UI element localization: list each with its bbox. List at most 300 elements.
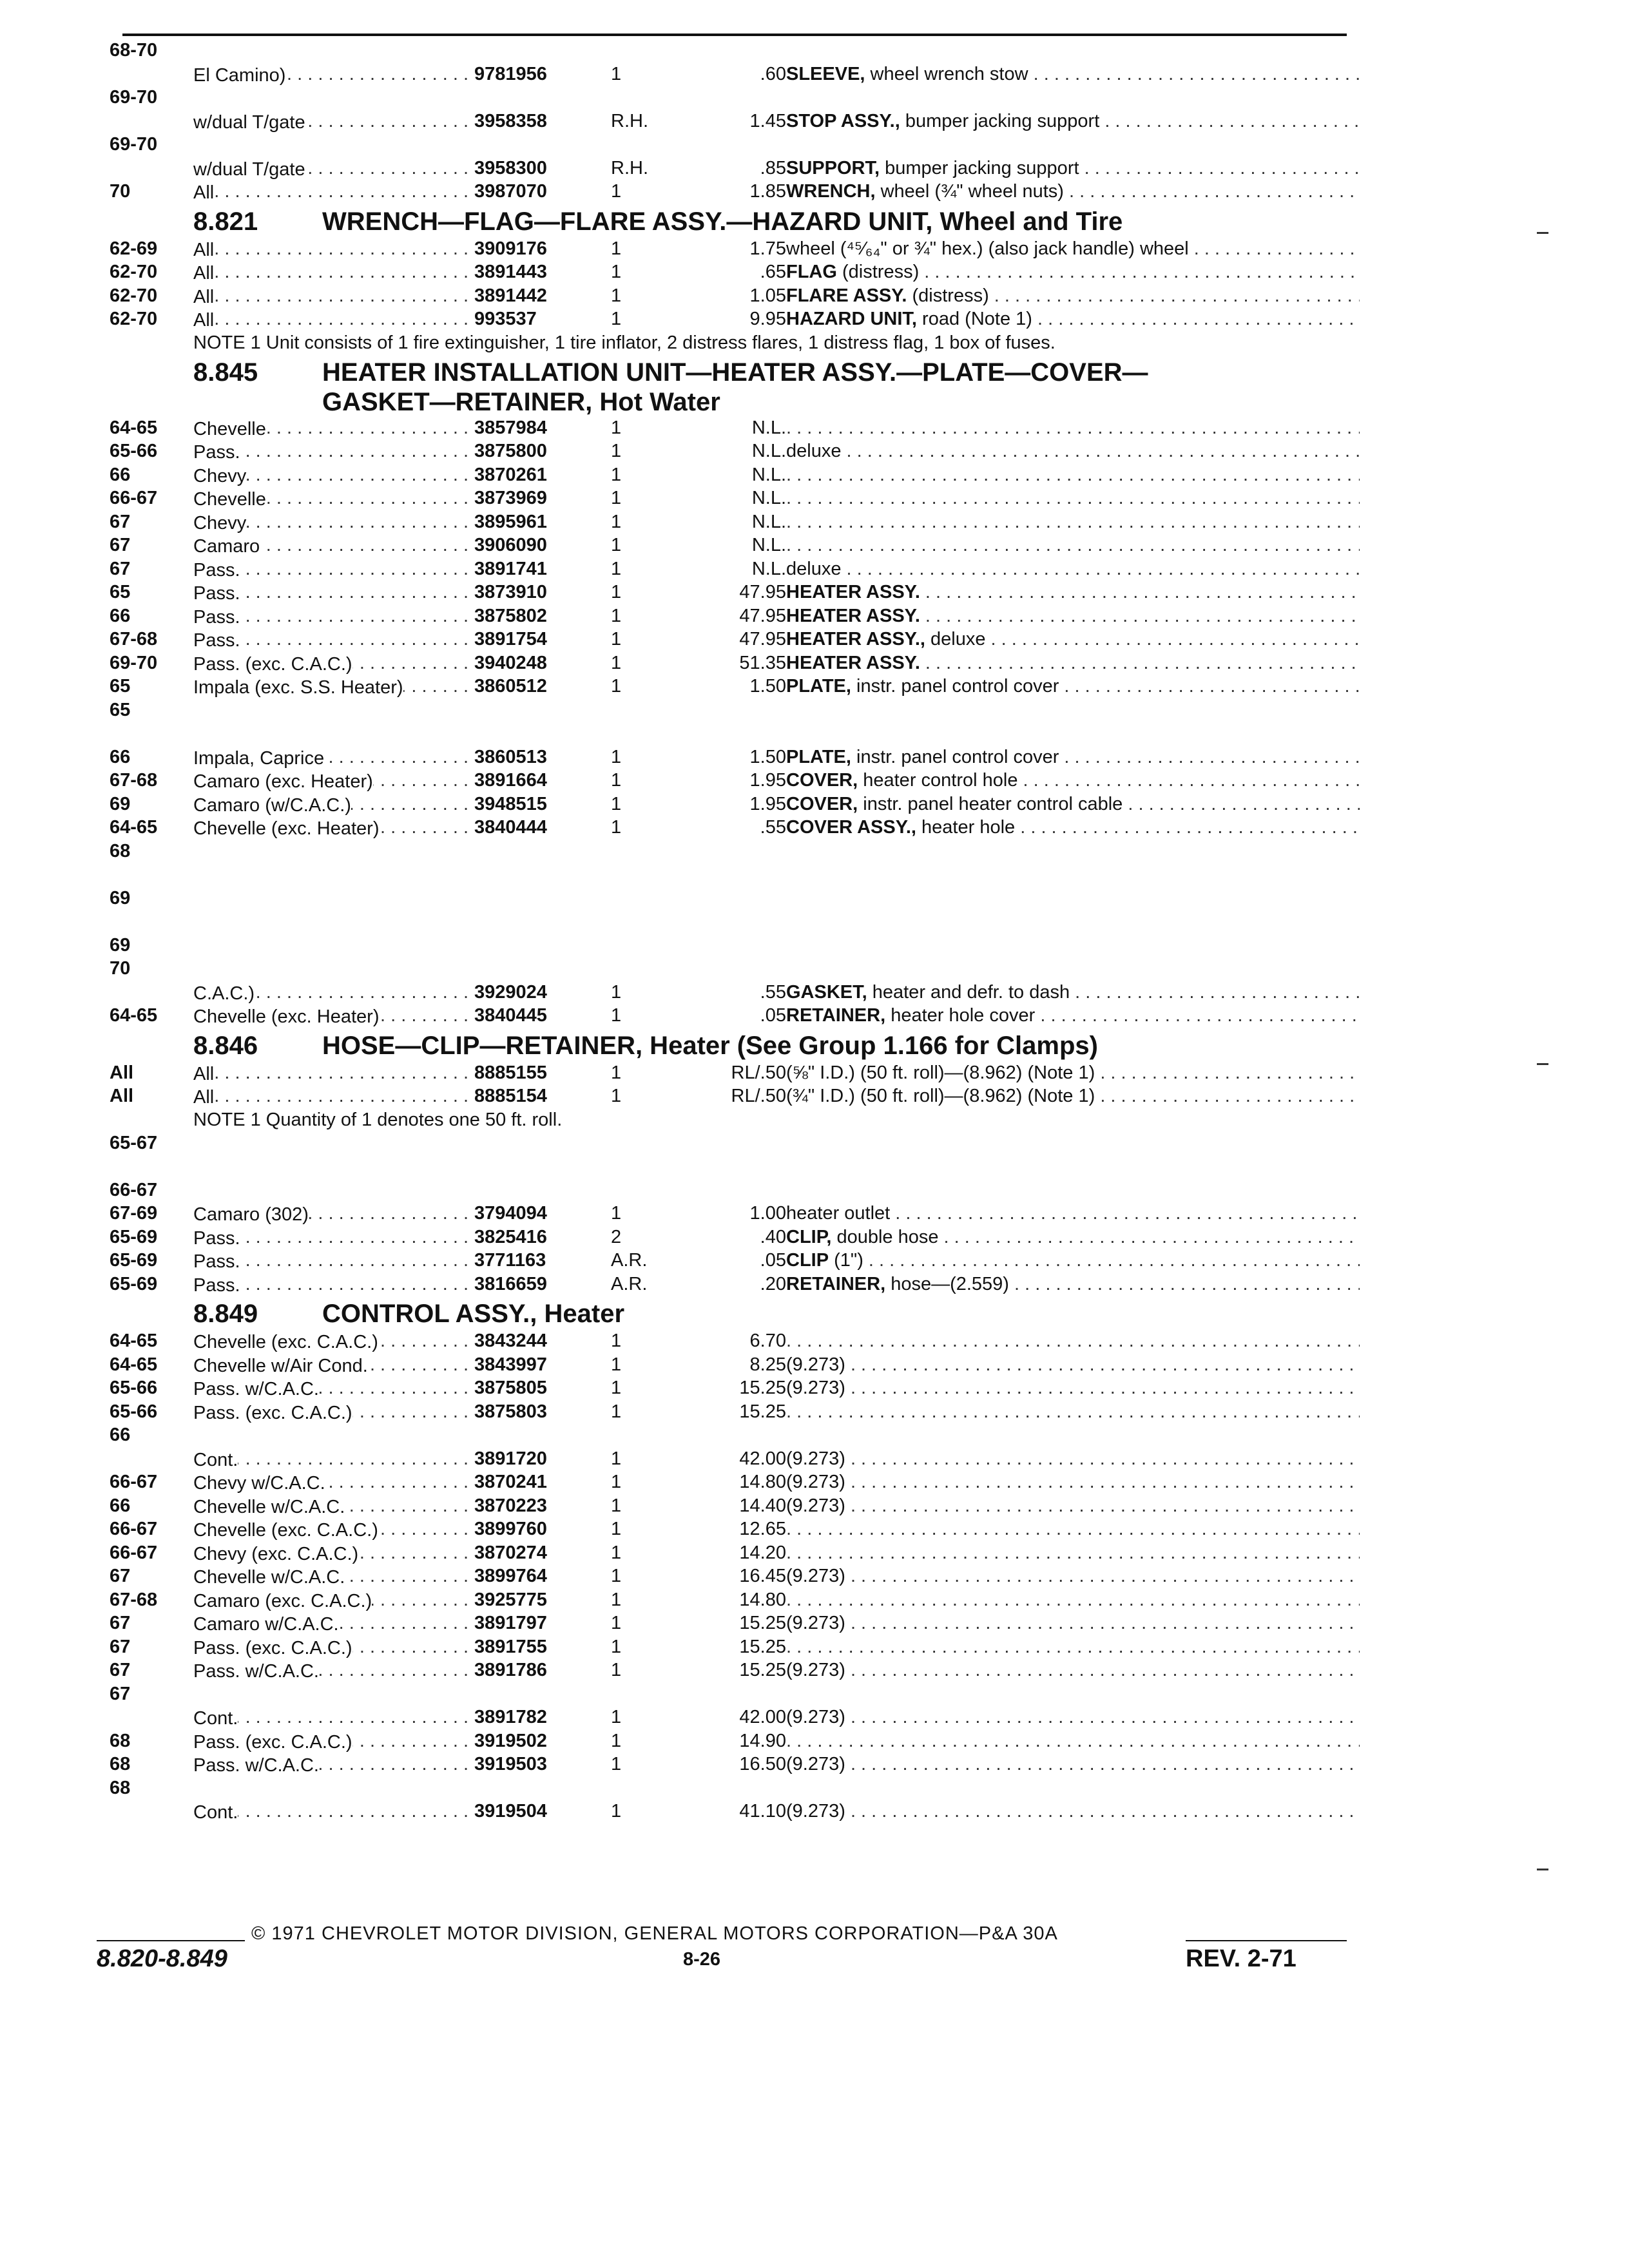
price-cell: 15.25 — [739, 1660, 786, 1680]
footer-rule-left — [97, 1940, 245, 1941]
description-text — [786, 111, 1099, 131]
quantity-cell: 1 — [611, 582, 622, 602]
price-cell: 1.95 — [749, 793, 786, 814]
part-number-cell: 3958300 — [470, 158, 597, 179]
model-text: Chevelle (exc. Heater) — [193, 818, 380, 838]
price-cell: 47.95 — [739, 629, 786, 649]
parts-row — [110, 1494, 1360, 1518]
description-text — [786, 653, 920, 673]
parts-row — [110, 957, 1360, 981]
description-cell — [786, 262, 1360, 283]
year-cell: 65 — [110, 699, 131, 720]
section-heading: HOSE—CLIP—RETAINER, Heater (See Group 1.166 for Clamps) — [322, 1031, 1098, 1060]
quantity-cell: 1 — [611, 1086, 622, 1106]
parts-row — [110, 1225, 1360, 1249]
quantity-cell: 1 — [611, 535, 622, 555]
model-text: w/dual T/gate — [193, 111, 305, 132]
parts-row — [110, 1273, 1360, 1296]
price-cell: 16.45 — [739, 1566, 786, 1586]
quantity-cell: 1 — [611, 1636, 622, 1657]
description-text — [786, 1472, 845, 1492]
description-detail: heater control hole — [858, 770, 1018, 791]
description-bold: FLAG — [786, 262, 837, 282]
part-number-cell: 3875802 — [470, 606, 597, 627]
section-heading: WRENCH—FLAG—FLARE ASSY.—HAZARD UNIT, Wheel and Tire — [322, 207, 1123, 236]
description-detail: (distress) — [836, 262, 920, 282]
description-cell — [786, 1086, 1360, 1107]
parts-row — [110, 1682, 1360, 1706]
description-text — [786, 1062, 1095, 1083]
description-detail: (9.273) — [786, 1613, 845, 1633]
part-number-cell: 3873969 — [470, 488, 597, 509]
part-number-cell: 3919504 — [470, 1801, 597, 1822]
description-text — [786, 1613, 845, 1633]
price-cell: 6.70 — [749, 1331, 786, 1351]
year-cell: 65-66 — [110, 1378, 158, 1398]
description-detail: (9.273) — [786, 1378, 845, 1398]
year-cell: 65-67 — [110, 1132, 158, 1153]
description-bold: FLARE ASSY. — [786, 285, 907, 306]
description-cell — [786, 1707, 1360, 1728]
description-text — [786, 309, 1032, 329]
description-detail: (9.273) — [786, 1448, 845, 1469]
model-text: Chevelle (exc. C.A.C.) — [193, 1332, 378, 1352]
parts-row — [110, 260, 1360, 284]
year-cell: 66-67 — [110, 1519, 158, 1539]
part-number-cell: 3891720 — [470, 1448, 597, 1470]
year-cell: 68 — [110, 840, 131, 861]
footer-group-range: 8.820-8.849 — [97, 1945, 227, 1972]
description-text — [786, 629, 985, 649]
parts-row — [110, 1202, 1360, 1225]
year-cell: 68-70 — [110, 40, 158, 61]
parts-row — [110, 1400, 1360, 1424]
description-text — [786, 1274, 1009, 1294]
description-bold: PLATE, — [786, 746, 851, 767]
parts-row — [110, 1329, 1360, 1353]
parts-row — [110, 133, 1360, 157]
year-cell: 69-70 — [110, 87, 158, 108]
quantity-cell: 1 — [611, 676, 622, 697]
quantity-cell: R.H. — [611, 157, 648, 178]
description-detail: wheel wrench stow — [865, 63, 1028, 84]
section-number: 8.846 — [193, 1031, 258, 1060]
price-cell: .85 — [760, 157, 786, 178]
year-cell: 70 — [110, 958, 131, 979]
parts-row — [110, 628, 1360, 651]
description-cell — [786, 653, 1360, 674]
description-cell — [786, 181, 1360, 202]
parts-row — [110, 533, 1360, 557]
quantity-cell: R.H. — [611, 110, 648, 131]
quantity-cell: 1 — [611, 238, 622, 259]
model-text: All — [193, 182, 215, 202]
section-heading-cont: GASKET—RETAINER, Hot Water — [322, 387, 720, 416]
description-cell — [786, 676, 1360, 697]
price-cell: N.L. — [751, 535, 786, 555]
parts-row — [110, 1470, 1360, 1494]
price-cell: 15.25 — [739, 1613, 786, 1633]
parts-row — [110, 416, 1360, 440]
price-cell: 15.25 — [739, 1378, 786, 1398]
year-cell: 66-67 — [110, 1472, 158, 1492]
parts-row — [110, 110, 1360, 133]
description-cell — [786, 582, 1360, 603]
description-bold: HEATER ASSY. — [786, 652, 920, 673]
description-cell — [786, 629, 1360, 650]
price-cell: .40 — [760, 1226, 786, 1247]
footer-copyright: © 1971 CHEVROLET MOTOR DIVISION, GENERAL MOTORS CORPORATION—P&A 30A — [251, 1923, 1058, 1944]
description-cell — [786, 747, 1360, 768]
description-cell — [786, 465, 1360, 486]
parts-row — [110, 1776, 1360, 1800]
description-text — [786, 606, 920, 626]
model-text: Impala, Caprice — [193, 747, 325, 768]
description-detail: wheel (⁴⁵⁄₆₄" or ¾" hex.) (also jack handle) wheel — [786, 238, 1189, 259]
price-cell: 15.25 — [739, 1401, 786, 1422]
part-number-cell: 3870223 — [470, 1495, 597, 1517]
quantity-cell: 1 — [611, 1354, 622, 1375]
quantity-cell: 1 — [611, 1566, 622, 1586]
model-text: Camaro (exc. C.A.C.) — [193, 1590, 372, 1611]
price-cell: .65 — [760, 262, 786, 282]
price-cell: 47.95 — [739, 605, 786, 626]
description-detail: (9.273) — [786, 1566, 845, 1586]
description-detail: instr. panel control cover — [851, 676, 1059, 697]
quantity-cell: 1 — [611, 1542, 622, 1563]
year-cell: 69 — [110, 887, 131, 908]
description-cell — [786, 1566, 1360, 1587]
description-cell — [786, 309, 1360, 330]
page-footer — [97, 1917, 1347, 1981]
parts-row — [110, 86, 1360, 110]
description-cell — [786, 1331, 1360, 1352]
margin-mark — [1537, 1869, 1548, 1870]
year-cell: 68 — [110, 1730, 131, 1751]
quantity-cell: 1 — [611, 1401, 622, 1422]
part-number-cell: 3891443 — [470, 262, 597, 283]
section-heading: CONTROL ASSY., Heater — [322, 1300, 625, 1328]
part-number-cell: 3860513 — [470, 747, 597, 768]
footer-rule-right — [1186, 1940, 1347, 1941]
description-text — [786, 441, 841, 461]
model-text: Pass. w/C.A.C. — [193, 1661, 319, 1681]
quantity-cell: 1 — [611, 817, 622, 838]
price-cell: .55 — [760, 817, 786, 838]
description-cell — [786, 285, 1360, 307]
year-cell: 66-67 — [110, 488, 158, 508]
description-bold: PLATE, — [786, 676, 851, 697]
description-text — [786, 285, 989, 306]
parts-row — [110, 1564, 1360, 1588]
quantity-cell: 1 — [611, 1519, 622, 1539]
price-cell: 12.65 — [739, 1519, 786, 1539]
description-detail: (9.273) — [786, 1472, 845, 1492]
description-detail: instr. panel heater control cable — [858, 793, 1123, 814]
quantity-cell: 1 — [611, 1660, 622, 1680]
description-detail: (9.273) — [786, 1754, 845, 1774]
description-detail: wheel (¾" wheel nuts) — [875, 181, 1064, 202]
quantity-cell: 1 — [611, 1754, 622, 1774]
description-bold: HEATER ASSY. — [786, 582, 920, 602]
description-detail: heater outlet — [786, 1203, 891, 1224]
parts-row — [110, 1800, 1360, 1823]
price-cell: 1.50 — [749, 676, 786, 697]
description-text — [786, 64, 1028, 84]
description-text — [786, 1086, 1095, 1106]
section-number: 8.845 — [193, 358, 258, 387]
model-text: Cont. — [193, 1449, 238, 1470]
quantity-cell: 1 — [611, 1203, 622, 1224]
year-cell: 69 — [110, 934, 131, 956]
parts-row — [110, 745, 1360, 769]
year-cell: 67-68 — [110, 1589, 158, 1610]
note-text: NOTE 1 Unit consists of 1 fire extinguisher, 1 tire inflator, 2 distress flares, 1 distress flag, 1 box of fuses. — [193, 332, 1055, 353]
parts-row — [110, 157, 1360, 180]
description-text — [786, 1707, 845, 1727]
description-detail: (9.273) — [786, 1707, 845, 1727]
quantity-cell: 1 — [611, 558, 622, 579]
year-cell: 69-70 — [110, 134, 158, 155]
year-cell: 67 — [110, 1683, 131, 1704]
model-text: Chevy w/C.A.C. — [193, 1473, 325, 1493]
section-heading: HEATER INSTALLATION UNIT—HEATER ASSY.—PLATE—COVER— — [322, 358, 1148, 387]
description-bold: COVER, — [786, 793, 858, 814]
year-cell: 62-70 — [110, 285, 158, 306]
description-detail: heater hole — [916, 817, 1016, 838]
quantity-cell: 1 — [611, 1448, 622, 1469]
price-cell: 8.25 — [749, 1354, 786, 1375]
part-number-cell: 3875803 — [470, 1401, 597, 1423]
quantity-cell: 1 — [611, 285, 622, 306]
year-cell: 66-67 — [110, 1542, 158, 1563]
part-number-cell: 3891754 — [470, 629, 597, 650]
parts-row — [110, 1541, 1360, 1565]
year-cell: 67 — [110, 1660, 131, 1680]
parts-row — [110, 1084, 1360, 1108]
footer-page-number: 8-26 — [683, 1949, 721, 1970]
year-cell: All — [110, 1086, 134, 1106]
model-text: Pass. — [193, 1274, 240, 1295]
part-number-cell: 3875800 — [470, 441, 597, 462]
year-cell: 67 — [110, 558, 131, 579]
parts-row — [110, 557, 1360, 581]
description-cell — [786, 238, 1360, 260]
description-cell — [786, 1519, 1360, 1540]
part-number-cell: 3895961 — [470, 512, 597, 533]
margin-mark — [1537, 232, 1548, 234]
description-detail: double hose — [831, 1226, 939, 1247]
price-cell: N.L. — [751, 488, 786, 508]
part-number-cell: 3860512 — [470, 676, 597, 697]
part-number-cell: 8885155 — [470, 1062, 597, 1084]
quantity-cell: 1 — [611, 181, 622, 202]
year-cell: 67-69 — [110, 1203, 158, 1224]
description-cell — [786, 1613, 1360, 1634]
description-bold: HEATER ASSY., — [786, 629, 925, 649]
part-number-cell: 3940248 — [470, 653, 597, 674]
description-cell — [786, 1448, 1360, 1470]
note-text: NOTE 1 Quantity of 1 denotes one 50 ft. roll. — [193, 1109, 563, 1130]
quantity-cell: 1 — [611, 746, 622, 767]
year-cell: 70 — [110, 181, 131, 202]
parts-row — [110, 1729, 1360, 1753]
price-cell: .05 — [760, 1005, 786, 1026]
section-note — [110, 331, 1360, 354]
description-cell — [786, 982, 1360, 1003]
parts-row — [110, 816, 1360, 840]
description-text — [786, 262, 919, 282]
model-text: C.A.C.) — [193, 983, 255, 1003]
model-text: All — [193, 1087, 215, 1107]
quantity-cell: 1 — [611, 1589, 622, 1610]
price-cell: 42.00 — [739, 1707, 786, 1727]
description-text — [786, 1203, 890, 1224]
description-cell — [786, 606, 1360, 627]
model-text: Chevelle — [193, 418, 266, 439]
description-detail: (9.273) — [786, 1660, 845, 1680]
description-cell — [786, 1754, 1360, 1775]
description-bold: RETAINER, — [786, 1273, 886, 1294]
model-text: Chevelle — [193, 489, 266, 509]
parts-row — [110, 39, 1360, 62]
price-cell: 41.10 — [739, 1801, 786, 1821]
description-cell — [786, 1005, 1360, 1026]
model-text: Cont. — [193, 1708, 238, 1728]
quantity-cell: A.R. — [611, 1250, 648, 1271]
model-text: Camaro (302) — [193, 1204, 309, 1224]
model-text: Pass. — [193, 606, 240, 627]
description-detail: deluxe — [786, 441, 842, 461]
year-cell: 68 — [110, 1754, 131, 1774]
description-text — [786, 238, 1189, 259]
price-cell: 14.20 — [739, 1542, 786, 1563]
parts-row — [110, 1376, 1360, 1400]
year-cell: 66 — [110, 605, 131, 626]
parts-row — [110, 840, 1360, 863]
quantity-cell: 2 — [611, 1226, 622, 1247]
price-cell: 1.00 — [749, 1203, 786, 1224]
model-text: Pass. (exc. C.A.C.) — [193, 653, 352, 674]
description-detail: (distress) — [907, 285, 989, 306]
description-detail: road (Note 1) — [917, 309, 1032, 329]
quantity-cell: 1 — [611, 1005, 622, 1026]
model-text: Chevelle w/Air Cond. — [193, 1355, 368, 1376]
part-number-cell: 3857984 — [470, 418, 597, 439]
description-bold: SLEEVE, — [786, 63, 865, 84]
quantity-cell: 1 — [611, 1613, 622, 1633]
description-cell — [786, 1542, 1360, 1564]
year-cell: 67 — [110, 535, 131, 555]
part-number-cell: 3958358 — [470, 111, 597, 132]
model-text: Chevy — [193, 512, 247, 533]
price-cell: N.L. — [751, 511, 786, 532]
year-cell: 65-69 — [110, 1250, 158, 1271]
description-cell — [786, 441, 1360, 462]
price-cell: RL/.50 — [731, 1086, 786, 1106]
price-cell: 1.05 — [749, 285, 786, 306]
description-bold: GASKET, — [786, 981, 867, 1003]
description-detail: (9.273) — [786, 1354, 845, 1375]
price-cell: .55 — [760, 981, 786, 1003]
top-rule — [122, 34, 1347, 36]
description-cell — [786, 64, 1360, 85]
parts-row — [110, 651, 1360, 675]
model-text: Chevelle w/C.A.C. — [193, 1567, 345, 1587]
part-number-cell: 3891442 — [470, 285, 597, 307]
part-number-cell: 3891741 — [470, 559, 597, 580]
quantity-cell: 1 — [611, 464, 622, 485]
model-text: All — [193, 239, 215, 260]
description-bold: COVER, — [786, 770, 858, 791]
price-cell: N.L. — [751, 441, 786, 461]
model-text: Cont. — [193, 1802, 238, 1822]
parts-row — [110, 934, 1360, 957]
model-text: Pass. (exc. C.A.C.) — [193, 1402, 352, 1423]
description-text — [786, 1754, 845, 1774]
parts-row — [110, 1061, 1360, 1085]
year-cell: 66 — [110, 746, 131, 767]
model-text: All — [193, 310, 215, 330]
year-cell: 64-65 — [110, 1331, 158, 1351]
year-cell: 65-66 — [110, 441, 158, 461]
footer-revision: REV. 2-71 — [1186, 1945, 1296, 1972]
description-text — [786, 1495, 845, 1516]
part-number-cell: 3899760 — [470, 1519, 597, 1540]
quantity-cell: 1 — [611, 262, 622, 282]
year-cell: 67 — [110, 511, 131, 532]
parts-row — [110, 1517, 1360, 1541]
year-cell: 65-69 — [110, 1273, 158, 1294]
model-text: All — [193, 286, 215, 307]
model-text: Chevy — [193, 465, 247, 486]
model-text: Camaro — [193, 536, 260, 556]
parts-row — [110, 981, 1360, 1004]
description-cell — [786, 1378, 1360, 1399]
parts-row — [110, 1611, 1360, 1635]
parts-row — [110, 180, 1360, 204]
quantity-cell: 1 — [611, 1495, 622, 1516]
model-text: Camaro w/C.A.C. — [193, 1614, 339, 1634]
description-cell — [786, 1062, 1360, 1084]
quantity-cell: 1 — [611, 981, 622, 1003]
description-cell — [786, 1590, 1360, 1611]
description-text — [786, 770, 1017, 791]
description-text — [786, 1354, 845, 1375]
year-cell: 62-70 — [110, 309, 158, 329]
description-bold: HAZARD UNIT, — [786, 309, 917, 329]
description-cell — [786, 1354, 1360, 1376]
model-text: Pass. — [193, 1251, 240, 1271]
part-number-cell: 3919503 — [470, 1754, 597, 1775]
description-detail: heater hole cover — [885, 1005, 1036, 1026]
quantity-cell: 1 — [611, 1331, 622, 1351]
description-cell — [786, 1472, 1360, 1493]
part-number-cell: 3840445 — [470, 1005, 597, 1026]
description-bold: COVER ASSY., — [786, 817, 916, 838]
model-text: Pass. (exc. C.A.C.) — [193, 1637, 352, 1658]
year-cell: All — [110, 1062, 134, 1083]
description-detail: bumper jacking support — [900, 110, 1100, 131]
description-cell — [786, 1250, 1360, 1271]
parts-row — [110, 62, 1360, 86]
price-cell: .05 — [760, 1250, 786, 1271]
parts-row — [110, 698, 1360, 722]
description-text — [786, 559, 841, 579]
description-text — [786, 582, 920, 602]
description-bold: WRENCH, — [786, 181, 876, 202]
parts-row — [110, 675, 1360, 698]
